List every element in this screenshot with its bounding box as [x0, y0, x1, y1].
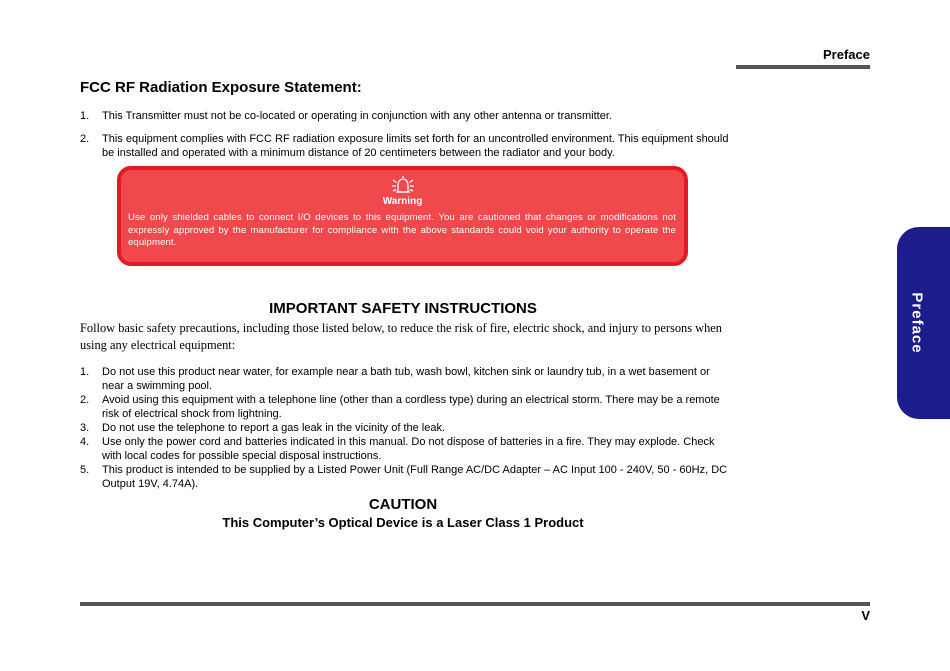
side-tab-label: Preface: [908, 292, 926, 354]
fcc-list-item: [80, 132, 730, 160]
list-item-text: Avoid using this equipment with a telephone line (other than a cordless type) during an electrical storm. There may be a remote risk of electrical shock from lightning.: [102, 394, 720, 420]
list-item-text: This equipment complies with FCC RF radiation exposure limits set forth for an uncontrolled environment. This equipment should be installed and operated with a minimum distance of 20 centimeters between the radiator and your body.: [102, 133, 729, 159]
safety-list-item: [80, 365, 730, 393]
page-header-title: Preface: [823, 47, 870, 62]
list-item-text: This Transmitter must not be co-located or operating in conjunction with any other antenna or transmitter.: [102, 110, 612, 122]
list-item-number: 4.: [80, 436, 90, 448]
section-side-tab: [897, 227, 950, 419]
fcc-list-item: [80, 109, 730, 123]
list-item-number: 1.: [80, 366, 90, 378]
safety-list-item: [80, 463, 730, 491]
safety-list: [80, 365, 730, 491]
fcc-heading: FCC RF Radiation Exposure Statement:: [80, 79, 362, 96]
warning-title: Warning: [382, 196, 423, 207]
fcc-list: [80, 109, 730, 160]
list-item-number: 2.: [80, 394, 90, 406]
list-item-number: 3.: [80, 422, 90, 434]
safety-heading: IMPORTANT SAFETY INSTRUCTIONS: [269, 300, 537, 317]
list-item-text: Use only the power cord and batteries indicated in this manual. Do not dispose of batteries in a fire. They may explode. Check with local codes for possible special disposal instructions.: [102, 436, 715, 462]
safety-intro: Follow basic safety precautions, including those listed below, to reduce the risk of fire, electric shock, and injury to persons when using any electrical equipment:: [80, 321, 722, 352]
footer-divider: [80, 602, 870, 606]
safety-list-item: [80, 435, 730, 463]
header-divider: [736, 65, 870, 69]
list-item-text: Do not use this product near water, for example near a bath tub, wash bowl, kitchen sink or laundry tub, in a wet basement or near a swimming pool.: [102, 366, 710, 392]
safety-list-item: [80, 393, 730, 421]
safety-list-item: [80, 421, 730, 435]
caution-heading: CAUTION: [368, 496, 438, 513]
list-item-number: 2.: [80, 133, 90, 145]
warning-bell-icon: [390, 175, 416, 195]
list-item-text: Do not use the telephone to report a gas leak in the vicinity of the leak.: [102, 422, 446, 434]
page-number: V: [861, 608, 870, 623]
warning-text: Use only shielded cables to connect I/O devices to this equipment. You are cautioned that changes or modifications not expressly approved by the manufacturer for compliance with the above standards could void your authority to operate the equipment.: [128, 212, 676, 248]
warning-box: [117, 166, 688, 266]
list-item-number: 5.: [80, 464, 90, 476]
caution-subheading: This Computer’s Optical Device is a Laser Class 1 Product: [222, 515, 584, 530]
list-item-text: This product is intended to be supplied by a Listed Power Unit (Full Range AC/DC Adapter – AC Input 100 - 240V, 50 - 60Hz, DC Output 19V, 4.74A).: [102, 464, 728, 490]
list-item-number: 1.: [80, 110, 90, 122]
